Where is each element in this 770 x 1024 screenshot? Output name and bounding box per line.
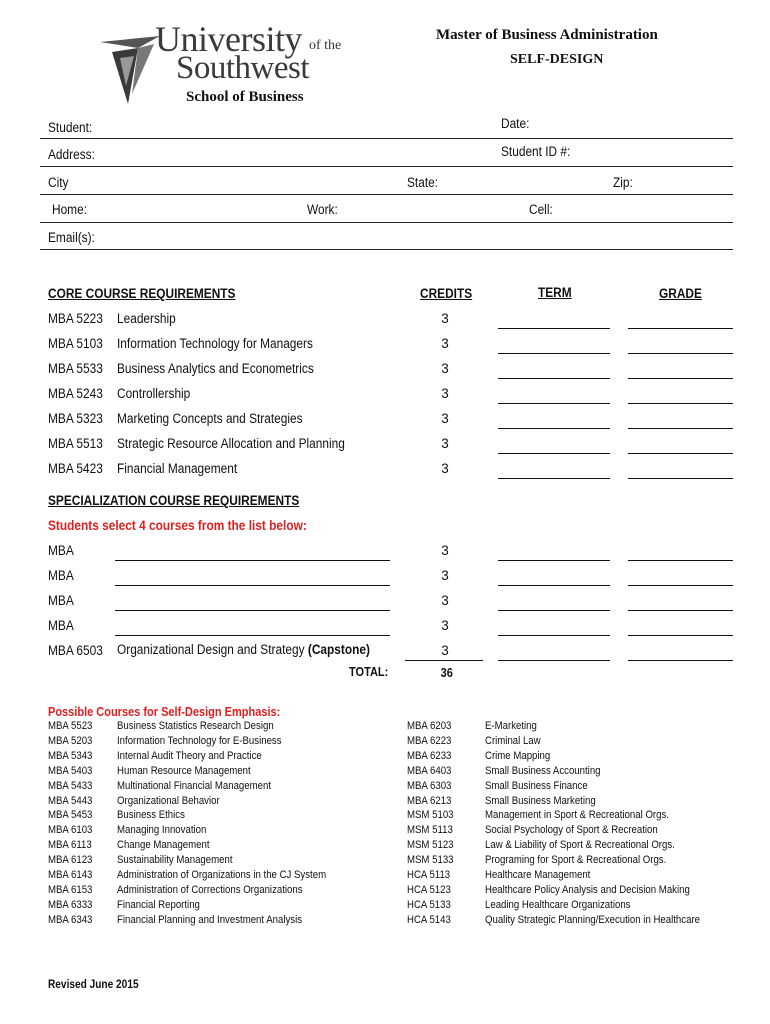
possible-course-code: MBA 5433 <box>48 779 93 792</box>
possible-course-code: MSM 5123 <box>407 839 454 852</box>
course-code: MBA 5223 <box>48 311 103 326</box>
term-blank[interactable] <box>498 585 610 586</box>
course-code: MBA 5513 <box>48 436 103 451</box>
course-title-blank[interactable] <box>115 585 390 586</box>
possible-course-code: HCA 5143 <box>407 913 451 926</box>
possible-course-title: Leading Healthcare Organizations <box>485 898 631 911</box>
logo-of-the-text: of the <box>309 38 342 53</box>
emails-label: Email(s): <box>48 230 95 245</box>
slot-credits: 3 <box>441 618 449 633</box>
possible-course-title: Business Ethics <box>117 809 185 822</box>
possible-course-title: Management in Sport & Recreational Orgs. <box>485 809 669 822</box>
possible-course-code: MSM 5113 <box>407 824 453 837</box>
course-credits: 3 <box>441 436 449 451</box>
term-blank[interactable] <box>498 610 610 611</box>
possible-course-code: HCA 5133 <box>407 898 451 911</box>
possible-course-title: Change Management <box>117 839 210 852</box>
possible-course-title: Administration of Corrections Organizations <box>117 883 303 896</box>
slot-code: MBA <box>48 593 74 608</box>
course-title: Strategic Resource Allocation and Planning <box>117 436 345 451</box>
capstone-title <box>117 642 370 657</box>
possible-course-title: Human Resource Management <box>117 764 251 777</box>
logo-university-text: University <box>155 19 302 59</box>
capstone-term-blank[interactable] <box>498 660 610 661</box>
course-title: Marketing Concepts and Strategies <box>117 411 303 426</box>
possible-course-code: MBA 6113 <box>48 839 92 852</box>
capstone-code: MBA 6503 <box>48 643 103 658</box>
possible-course-title: Administration of Organizations in the CJ System <box>117 869 327 881</box>
course-credits: 3 <box>441 336 449 351</box>
possible-course-title: Healthcare Policy Analysis and Decision Making <box>485 883 690 896</box>
cell-label: Cell: <box>529 202 553 217</box>
total-value: 36 <box>440 666 453 680</box>
grade-blank[interactable] <box>628 560 733 561</box>
date-label: Date: <box>501 116 530 131</box>
grade-blank[interactable] <box>628 610 733 611</box>
grade-blank[interactable] <box>628 635 733 636</box>
logo-southwest-text: Southwest <box>176 50 310 86</box>
slot-code: MBA <box>48 543 74 558</box>
course-title-blank[interactable] <box>115 610 390 611</box>
course-title: Information Technology for Managers <box>117 336 313 351</box>
possible-course-title: Multinational Financial Management <box>117 779 272 792</box>
credits-column-header: CREDITS <box>420 286 473 301</box>
possible-course-title: Small Business Marketing <box>485 794 596 807</box>
possible-course-title: Law & Liability of Sport & Recreational Orgs. <box>485 839 675 852</box>
possible-course-code: MBA 5443 <box>48 794 93 807</box>
possible-course-title: Programing for Sport & Recreational Orgs. <box>485 854 667 867</box>
possible-course-title: Crime Mapping <box>485 749 551 762</box>
term-column-header: TERM <box>538 285 572 300</box>
possible-course-code: MBA 6123 <box>48 854 93 867</box>
term-blank[interactable] <box>498 378 610 379</box>
possible-course-title: Organizational Behavior <box>117 794 220 807</box>
possible-course-code: MBA 6203 <box>407 720 452 732</box>
course-title: Financial Management <box>117 461 238 476</box>
grade-blank[interactable] <box>628 403 733 404</box>
possible-course-title: Information Technology for E-Business <box>117 734 282 747</box>
possible-course-code: HCA 5113 <box>407 869 451 881</box>
possible-course-code: MBA 6153 <box>48 883 93 896</box>
student-label: Student: <box>48 120 93 135</box>
possible-course-code: MBA 6103 <box>48 824 93 837</box>
possible-course-code: MBA 6333 <box>48 898 93 911</box>
revised-date: Revised June 2015 <box>48 979 139 991</box>
program-title: Master of Business Administration <box>436 27 658 43</box>
course-title-blank[interactable] <box>115 560 390 561</box>
possible-course-code: MSM 5103 <box>407 809 454 822</box>
specialization-instruction: Students select 4 courses from the list below: <box>48 518 307 533</box>
grade-blank[interactable] <box>628 353 733 354</box>
possible-course-code: MBA 6213 <box>407 794 452 807</box>
possible-course-code: MBA 5403 <box>48 764 93 777</box>
grade-blank[interactable] <box>628 585 733 586</box>
term-blank[interactable] <box>498 560 610 561</box>
possible-course-code: MSM 5133 <box>407 854 454 867</box>
slot-credits: 3 <box>441 543 449 558</box>
possible-course-code: MBA 5203 <box>48 734 93 747</box>
possible-course-title: Internal Audit Theory and Practice <box>117 749 262 762</box>
work-label: Work: <box>307 202 338 217</box>
term-blank[interactable] <box>498 453 610 454</box>
school-name: School of Business <box>186 89 304 105</box>
course-code: MBA 5423 <box>48 461 103 476</box>
term-blank[interactable] <box>498 353 610 354</box>
state-label: State: <box>407 175 439 190</box>
possible-course-title: Financial Planning and Investment Analysis <box>117 913 303 926</box>
possible-course-title: Criminal Law <box>485 734 541 747</box>
capstone-credits: 3 <box>441 643 449 658</box>
grade-blank[interactable] <box>628 328 733 329</box>
possible-course-code: HCA 5123 <box>407 883 451 896</box>
address-label: Address: <box>48 147 95 162</box>
grade-blank[interactable] <box>628 428 733 429</box>
possible-course-title: E-Marketing <box>485 720 537 732</box>
course-code: MBA 5323 <box>48 411 103 426</box>
zip-label: Zip: <box>613 175 633 190</box>
possible-heading: Possible Courses for Self-Design Emphasis: <box>48 705 281 719</box>
possible-course-title: Small Business Finance <box>485 779 588 792</box>
course-code: MBA 5103 <box>48 336 103 351</box>
grade-column-header: GRADE <box>659 286 702 301</box>
term-blank[interactable] <box>498 478 610 479</box>
grade-blank[interactable] <box>628 453 733 454</box>
possible-course-code: MBA 6303 <box>407 779 452 792</box>
address-field-line[interactable] <box>40 166 733 167</box>
phone-field-line[interactable] <box>40 222 733 223</box>
capstone-grade-blank[interactable] <box>628 660 733 661</box>
possible-course-code: MBA 5343 <box>48 749 93 762</box>
slot-code: MBA <box>48 618 74 633</box>
grade-blank[interactable] <box>628 478 733 479</box>
capstone-credits-line <box>405 660 483 661</box>
possible-course-title: Small Business Accounting <box>485 764 601 777</box>
possible-course-title: Social Psychology of Sport & Recreation <box>485 824 658 837</box>
possible-course-title: Quality Strategic Planning/Execution in Healthcare <box>485 913 700 926</box>
home-label: Home: <box>52 202 87 217</box>
possible-course-title: Healthcare Management <box>485 869 591 881</box>
possible-course-title: Business Statistics Research Design <box>117 720 274 732</box>
course-credits: 3 <box>441 461 449 476</box>
grade-blank[interactable] <box>628 378 733 379</box>
course-credits: 3 <box>441 411 449 426</box>
emails-field-line[interactable] <box>40 249 733 250</box>
possible-course-title: Managing Innovation <box>117 824 207 837</box>
possible-course-code: MBA 6233 <box>407 749 452 762</box>
possible-course-code: MBA 6403 <box>407 764 452 777</box>
possible-course-code: MBA 5523 <box>48 720 93 732</box>
course-credits: 3 <box>441 361 449 376</box>
possible-course-title: Sustainability Management <box>117 854 233 867</box>
possible-course-title: Financial Reporting <box>117 898 200 911</box>
course-title-blank[interactable] <box>115 635 390 636</box>
capstone-tag: (Capstone) <box>307 642 370 657</box>
possible-course-code: MBA 6343 <box>48 913 93 926</box>
city-field-line[interactable] <box>40 194 733 195</box>
slot-credits: 3 <box>441 593 449 608</box>
student-field-line[interactable] <box>40 138 733 139</box>
term-blank[interactable] <box>498 403 610 404</box>
term-blank[interactable] <box>498 635 610 636</box>
possible-course-code: MBA 6223 <box>407 734 452 747</box>
program-subtitle: SELF-DESIGN <box>510 52 604 67</box>
term-blank[interactable] <box>498 428 610 429</box>
slot-code: MBA <box>48 568 74 583</box>
course-code: MBA 5533 <box>48 361 103 376</box>
capstone-title-text: Organizational Design and Strategy <box>117 642 305 657</box>
possible-course-code: MBA 5453 <box>48 809 93 822</box>
course-title: Business Analytics and Econometrics <box>117 361 314 376</box>
total-label: TOTAL: <box>349 665 389 679</box>
core-heading: CORE COURSE REQUIREMENTS <box>48 286 236 301</box>
possible-course-code: MBA 6143 <box>48 869 93 881</box>
specialization-heading: SPECIALIZATION COURSE REQUIREMENTS <box>48 493 300 508</box>
course-credits: 3 <box>441 386 449 401</box>
course-credits: 3 <box>441 311 449 326</box>
term-blank[interactable] <box>498 328 610 329</box>
slot-credits: 3 <box>441 568 449 583</box>
course-code: MBA 5243 <box>48 386 103 401</box>
course-title: Controllership <box>117 386 191 401</box>
course-title: Leadership <box>117 311 176 326</box>
student-id-label: Student ID #: <box>501 144 571 159</box>
city-label: City <box>48 175 69 190</box>
